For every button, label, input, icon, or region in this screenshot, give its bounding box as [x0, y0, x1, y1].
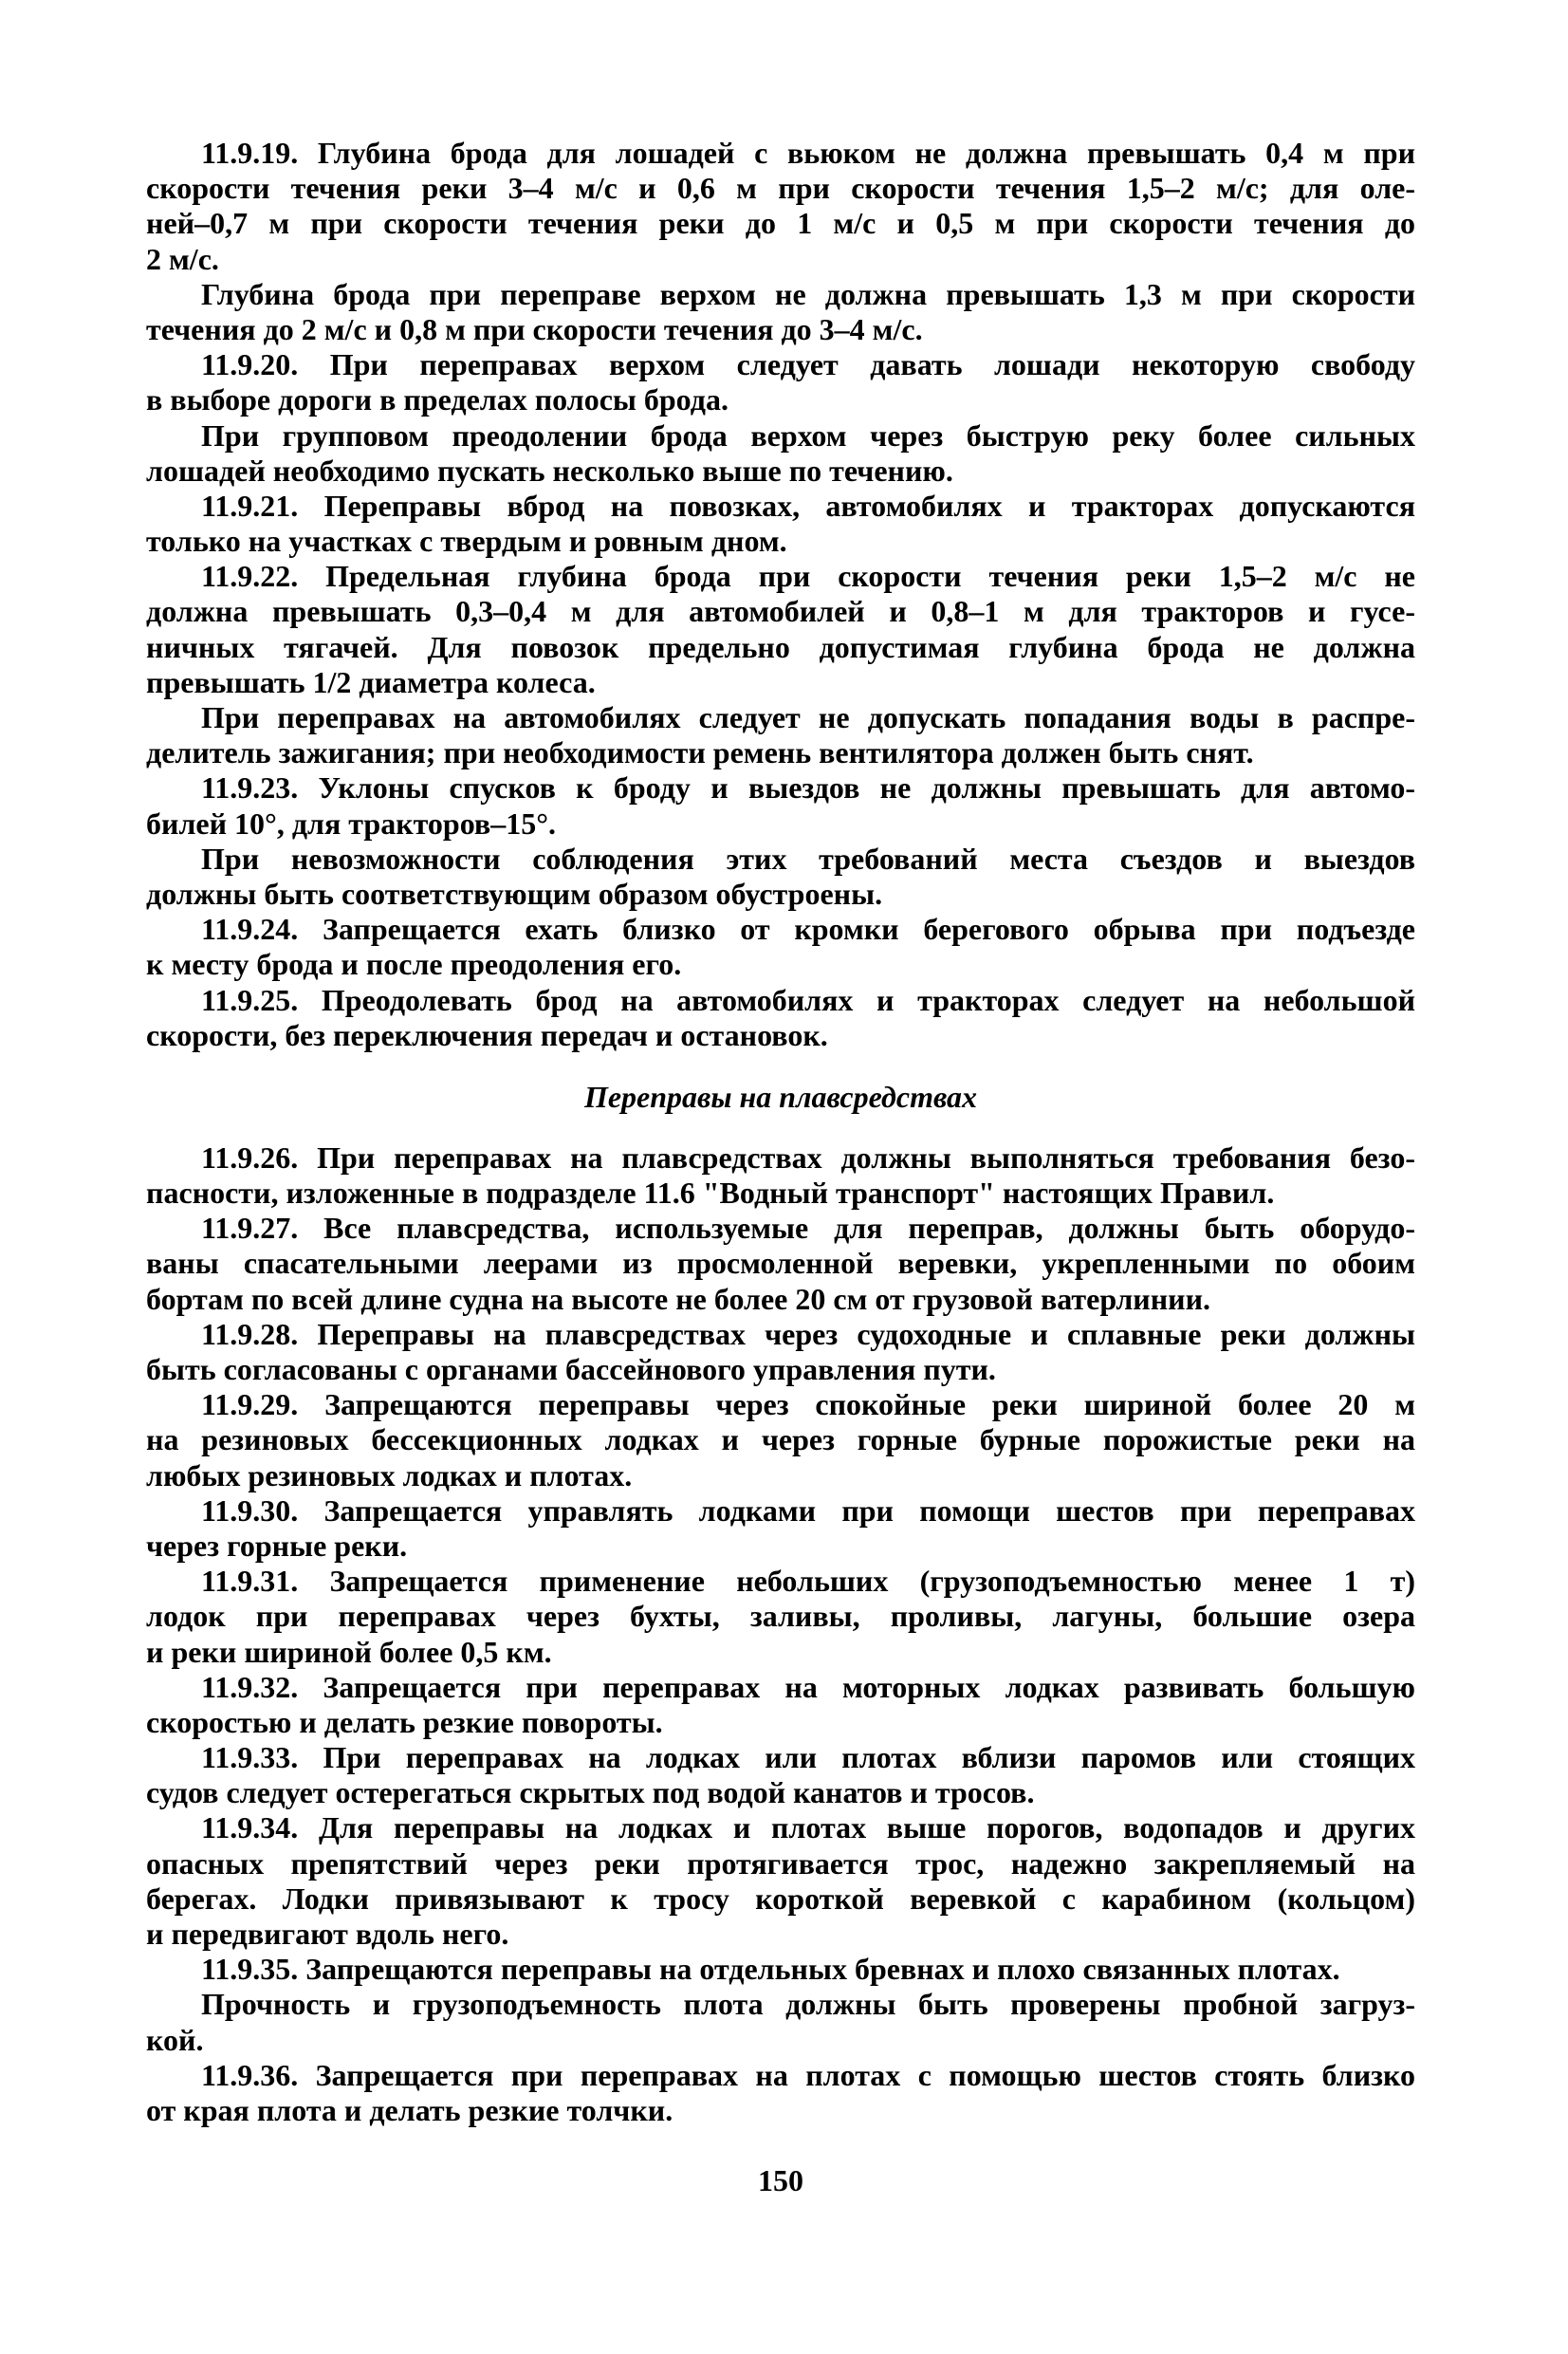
paragraph: [146, 1140, 1415, 1211]
paragraph: [146, 700, 1415, 770]
text-line: 11.9.33. При переправах на лодках или плотах вблизи паромов или стоящих: [201, 1740, 1415, 1775]
text-line: 11.9.24. Запрещается ехать близко от кромки берегового обрыва при подъезде: [201, 912, 1415, 947]
text-line: Прочность и грузоподъемность плота должны быть проверены пробной загруз-: [201, 1987, 1415, 2022]
paragraph: [146, 559, 1415, 700]
paragraph: [146, 1740, 1415, 1810]
text-line: лошадей необходимо пускать несколько выше по течению.: [146, 453, 953, 488]
spacer: [146, 2128, 1415, 2163]
paragraph: [146, 1670, 1415, 1740]
text-line: 11.9.23. Уклоны спусков к броду и выездов не должны превышать для автомо-: [201, 770, 1415, 806]
section-fords: [146, 136, 1415, 1053]
paragraph: [146, 770, 1415, 841]
text-line: на резиновых бессекционных лодках и через горные бурные порожистые реки на: [146, 1422, 1415, 1457]
paragraph: [146, 912, 1415, 982]
paragraph: [146, 842, 1415, 912]
text-line: скорости, без переключения передач и остановок.: [146, 1017, 828, 1052]
text-line: судов следует остерегаться скрытых под водой канатов и тросов.: [146, 1775, 1035, 1810]
text-line: пасности, изложенные в подразделе 11.6 "Водный транспорт" настоящих Правил.: [146, 1176, 1275, 1211]
text-line: кой.: [146, 2022, 204, 2057]
text-line: 11.9.26. При переправах на плавсредствах должны выполняться требования безо-: [201, 1140, 1415, 1175]
paragraph: [146, 1387, 1415, 1493]
text-line: и передвигают вдоль него.: [146, 1917, 509, 1951]
text-line: превышать 1/2 диаметра колеса.: [146, 664, 596, 699]
section-watercraft: [146, 1140, 1415, 2128]
text-line: 11.9.21. Переправы вброд на повозках, автомобилях и тракторах допускаются: [201, 488, 1415, 523]
section-heading: Переправы на плавсредствах: [583, 1079, 978, 1114]
text-line: опасных препятствий через реки протягивается трос, надежно закрепляемый на: [146, 1845, 1415, 1881]
text-line: 11.9.32. Запрещается при переправах на моторных лодках развивать большую: [201, 1669, 1415, 1704]
text-line: Глубина брода при переправе верхом не должна превышать 1,3 м при скорости: [201, 276, 1415, 311]
paragraph: [146, 2058, 1415, 2128]
text-line: ней–0,7 м при скорости течения реки до 1 м/с и 0,5 м при скорости течения до: [146, 206, 1415, 241]
paragraph: [146, 1211, 1415, 1317]
page-number: 150: [758, 2163, 803, 2198]
paragraph: [146, 489, 1415, 559]
text-line: билей 10°, для тракторов–15°.: [146, 806, 556, 841]
text-line: от края плота и делать резкие толчки.: [146, 2092, 673, 2127]
text-line: 11.9.29. Запрещаются переправы через спокойные реки шириной более 20 м: [201, 1387, 1415, 1422]
paragraph: [146, 1493, 1415, 1564]
text-line: При переправах на автомобилях следует не допускать попадания воды в распре-: [201, 700, 1415, 734]
paragraph: [146, 1564, 1415, 1670]
text-line: должны быть соответствующим образом обустроены.: [146, 876, 883, 911]
text-line: ничных тягачей. Для повозок предельно допустимая глубина брода не должна: [146, 629, 1415, 664]
text-line: 2 м/с.: [146, 241, 219, 276]
text-line: только на участках с твердым и ровным дном.: [146, 524, 787, 559]
text-line: 11.9.36. Запрещается при переправах на плотах с помощью шестов стоять близко: [201, 2057, 1415, 2092]
text-line: и реки шириной более 0,5 км.: [146, 1634, 552, 1669]
paragraph: [146, 1987, 1415, 2057]
text-line: делитель зажигания; при необходимости ремень вентилятора должен быть снят.: [146, 735, 1254, 770]
text-line: в выборе дороги в пределах полосы брода.: [146, 382, 729, 417]
text-line: 11.9.35. Запрещаются переправы на отдельных бревнах и плохо связанных плотах.: [201, 1952, 1340, 1987]
paragraph: [146, 136, 1415, 277]
text-line: 11.9.28. Переправы на плавсредствах через судоходные и сплавные реки должны: [201, 1316, 1415, 1351]
text-line: любых резиновых лодках и плотах.: [146, 1457, 633, 1492]
paragraph: [146, 277, 1415, 347]
text-line: 11.9.27. Все плавсредства, используемые для переправ, должны быть оборудо-: [201, 1211, 1415, 1246]
text-line: скорости течения реки 3–4 м/с и 0,6 м при скорости течения 1,5–2 м/с; для оле-: [146, 171, 1415, 206]
text-line: скоростью и делать резкие повороты.: [146, 1704, 663, 1739]
text-line: 11.9.25. Преодолевать брод на автомобилях и тракторах следует на небольшой: [201, 982, 1415, 1017]
text-line: 11.9.31. Запрещается применение небольших (грузоподъемностью менее 1 т): [201, 1564, 1415, 1599]
document-page: [146, 136, 1415, 2198]
text-line: лодок при переправах через бухты, заливы, проливы, лагуны, большие озера: [146, 1599, 1415, 1634]
text-line: должна превышать 0,3–0,4 м для автомобилей и 0,8–1 м для тракторов и гусе-: [146, 594, 1415, 629]
paragraph: [146, 418, 1415, 489]
text-line: бортам по всей длине судна на высоте не более 20 см от грузовой ватерлинии.: [146, 1281, 1211, 1316]
text-line: быть согласованы с органами бассейнового управления пути.: [146, 1352, 996, 1386]
text-line: 11.9.20. При переправах верхом следует давать лошади некоторую свободу: [201, 347, 1415, 382]
paragraph: [146, 1952, 1415, 1987]
text-line: При невозможности соблюдения этих требований места съездов и выездов: [201, 841, 1415, 876]
paragraph: [146, 347, 1415, 417]
text-line: 11.9.34. Для переправы на лодках и плотах выше порогов, водопадов и других: [201, 1810, 1415, 1845]
text-line: 11.9.30. Запрещается управлять лодками при помощи шестов при переправах: [201, 1492, 1415, 1528]
text-line: через горные реки.: [146, 1528, 408, 1563]
text-line: 11.9.19. Глубина брода для лошадей с вьюком не должна превышать 0,4 м при: [201, 136, 1415, 170]
text-line: к месту брода и после преодоления его.: [146, 947, 682, 982]
text-line: берегах. Лодки привязывают к тросу короткой веревкой с карабином (кольцом): [146, 1881, 1415, 1916]
text-line: При групповом преодолении брода верхом через быструю реку более сильных: [201, 417, 1415, 453]
paragraph: [146, 1810, 1415, 1952]
paragraph: [146, 1317, 1415, 1387]
text-line: ваны спасательными леерами из просмоленной веревки, укрепленными по обоим: [146, 1246, 1415, 1281]
text-line: течения до 2 м/с и 0,8 м при скорости течения до 3–4 м/с.: [146, 311, 923, 346]
text-line: 11.9.22. Предельная глубина брода при скорости течения реки 1,5–2 м/с не: [201, 559, 1415, 594]
paragraph: [146, 983, 1415, 1053]
